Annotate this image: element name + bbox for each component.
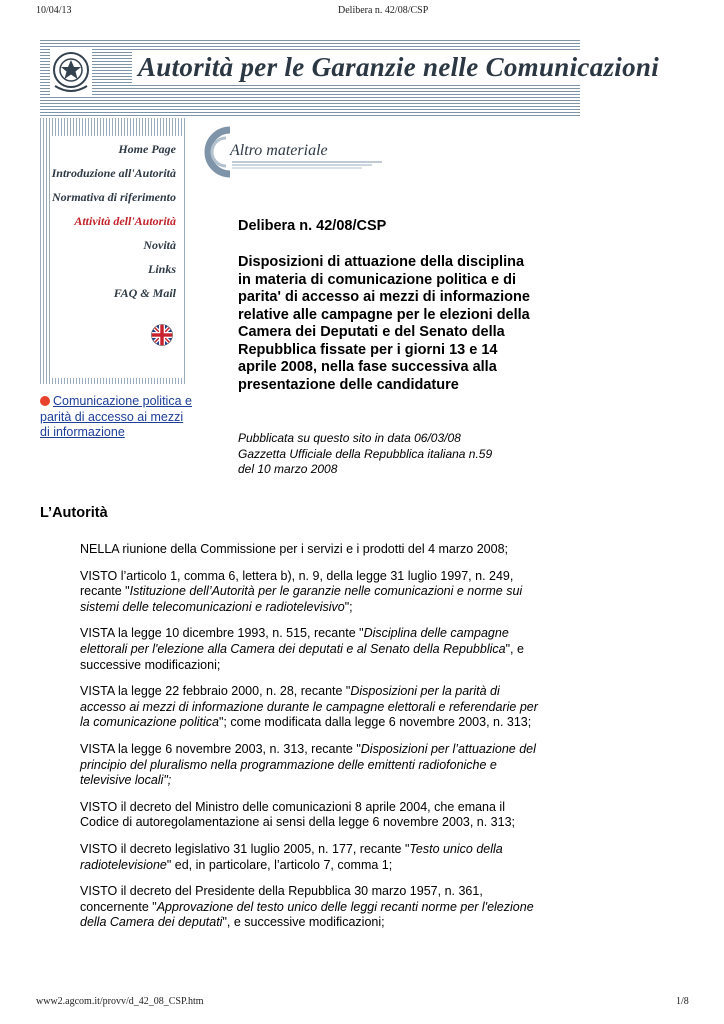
republic-emblem-icon — [50, 48, 92, 96]
print-footer-url: www2.agcom.it/provv/d_42_08_CSP.htm — [36, 996, 204, 1007]
paragraph-legge-249: VISTO l’articolo 1, comma 6, lettera b), n. 9, della legge 31 luglio 1997, n. 249, recante "Istituzione dell’Autorità per le garanzie nelle comunicazioni e norme sui sistemi delle telecomunicazioni e radiotelevisivo"; — [80, 568, 523, 614]
nav-item-home[interactable]: Home Page — [118, 142, 176, 156]
paragraph-legge-515: VISTA la legge 10 dicembre 1993, n. 515, recante "Disciplina delle campagne elettorali per l'elezione alla Camera dei deputati e al Senato della Repubblica", e successive modificazioni; — [80, 626, 524, 672]
nav-item-introduzione[interactable]: Introduzione all'Autorità — [51, 166, 176, 180]
altro-materiale-label: Altro materiale — [230, 142, 328, 159]
uk-flag-icon[interactable] — [151, 324, 173, 346]
print-header-title: Delibera n. 42/08/CSP — [338, 5, 429, 16]
preamble-paragraphs — [80, 542, 540, 942]
print-header-date: 10/04/13 — [36, 5, 72, 16]
paragraph-dpr-361: VISTO il decreto del Presidente della Repubblica 30 marzo 1957, n. 361, concernente "Approvazione del testo unico delle leggi recanti norme per l'elezione della Camera dei deputati", e successive modificazioni; — [80, 884, 534, 930]
delibera-title: Disposizioni di attuazione della disciplina in materia di comunicazione politica e di parita' di accesso ai mezzi di informazione relative alle campagne per le elezioni della Camera dei Deputati e del Senato della Repubblica fissate per i giorni 13 e 14 aprile 2008, nella fase successiva alla presentazione delle candidature — [238, 254, 530, 393]
paragraph-nella: NELLA riunione della Commissione per i servizi e i prodotti del 4 marzo 2008; — [80, 542, 508, 556]
bullet-dot-icon — [40, 396, 50, 406]
nav-item-normativa[interactable]: Normativa di riferimento — [52, 190, 176, 204]
nav-item-attivita[interactable]: Attività dell'Autorità — [74, 214, 176, 228]
publication-line-2: Gazzetta Ufficiale della Repubblica italiana n.59 — [238, 446, 493, 461]
paragraph-legge-313: VISTA la legge 6 novembre 2003, n. 313, recante "Disposizioni per l’attuazione del principio del pluralismo nella programmazione delle emittenti radiofoniche e televisive locali"; — [80, 741, 536, 788]
publication-line-3: del 10 marzo 2008 — [238, 462, 338, 476]
delibera-number: Delibera n. 42/08/CSP — [238, 218, 387, 234]
nav-item-novita[interactable]: Novità — [143, 238, 176, 252]
nav-item-faq-mail[interactable]: FAQ & Mail — [113, 286, 176, 300]
paragraph-legge-28: VISTA la legge 22 febbraio 2000, n. 28, recante "Disposizioni per la parità di accesso ai mezzi di informazione durante le campagne elettorali e referendarie per la comunicazione politica"; come modificata dalla legge 6 novembre 2003, n. 313; — [80, 684, 538, 730]
publication-info — [238, 431, 492, 478]
nav-item-links[interactable]: Links — [147, 262, 176, 276]
print-footer-page: 1/8 — [676, 996, 689, 1007]
section-title: L’Autorità — [40, 505, 108, 521]
banner-title: Autorità per le Garanzie nelle Comunicazioni — [132, 52, 665, 83]
related-link[interactable]: Comunicazione politica e parità di accesso ai mezzi di informazione — [40, 394, 192, 439]
related-link-block — [40, 394, 192, 441]
publication-line-1: Pubblicata su questo sito in data 06/03/08 — [238, 431, 461, 445]
paragraph-decreto-2004: VISTO il decreto del Ministro delle comunicazioni 8 aprile 2004, che emana il Codice di autoregolamentazione ai sensi della legge 6 novembre 2003, n. 313; — [80, 799, 516, 830]
paragraph-decreto-177: VISTO il decreto legislativo 31 luglio 2005, n. 177, recante "Testo unico della radiotelevisione" ed, in particolare, l’articolo 7, comma 1; — [80, 841, 503, 872]
